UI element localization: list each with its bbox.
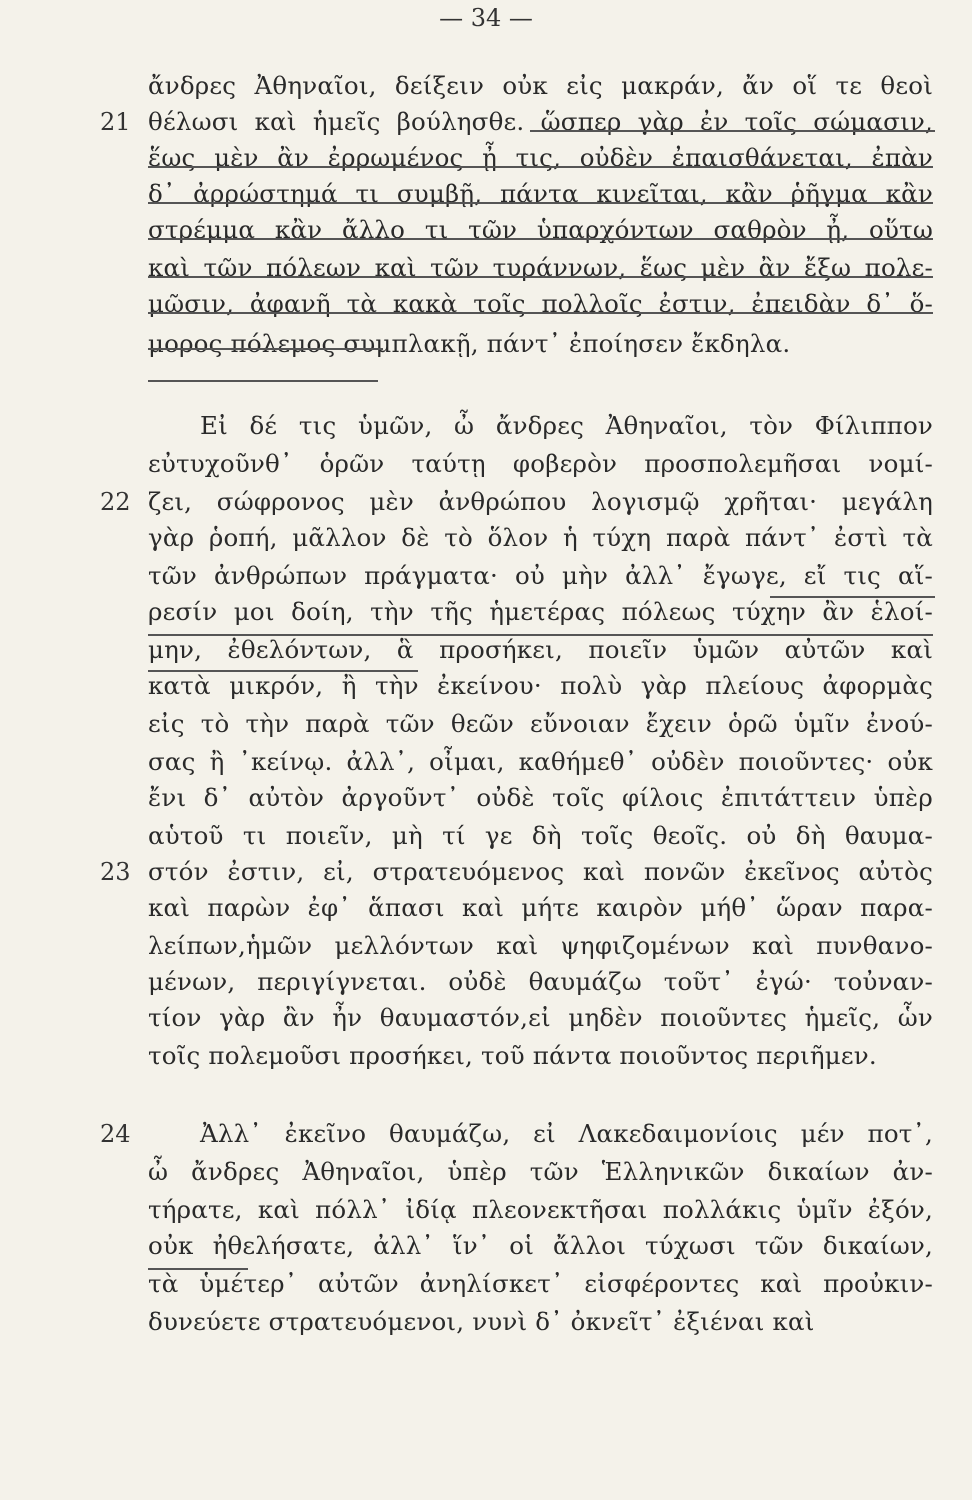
text-line: γὰρ ῥοπή, μᾶλλον δὲ τὸ ὅλον ἡ τύχη παρὰ πάντ᾽ ἐστὶ τὰ (148, 523, 933, 552)
text-line: καὶ παρὼν ἐφ᾽ ἅπασι καὶ μήτε καιρὸν μήθ᾽ ὥραν παρα- (148, 893, 933, 922)
section-number: 23 (100, 858, 131, 886)
pencil-underline (530, 130, 935, 132)
text-line: τοῖς πολεμοῦσι προσήκει, τοῦ πάντα ποιοῦντος περιῆμεν. (148, 1041, 877, 1070)
text-line: καὶ τῶν πόλεων καὶ τῶν τυράννων, ἕως μὲν ἂν ἔξω πολε- (148, 253, 933, 282)
pencil-underline (148, 348, 383, 350)
pencil-underline (770, 596, 935, 598)
text-line: λείπων,ἡμῶν μελλόντων καὶ ψηφιζομένων καὶ πυνθανο- (148, 931, 933, 960)
text-line: μορος πόλεμος συμπλακῇ, πάντ᾽ ἐποίησεν ἔκδηλα. (148, 329, 791, 358)
section-number: 22 (100, 488, 131, 516)
text-line: θέλωσι καὶ ἡμεῖς βούλησθε. ὥσπερ γὰρ ἐν τοῖς σώμασιν, (148, 107, 933, 136)
text-line: ἄνδρες Ἀθηναῖοι, δείξειν οὐκ εἰς μακράν, ἄν οἵ τε θεοὶ (148, 71, 933, 100)
text-line: δ᾽ ἀρρώστημά τι συμβῇ, πάντα κινεῖται, κἂν ῥῆγμα κἂν (148, 179, 933, 208)
section-number: 21 (100, 108, 131, 136)
text-line: στόν ἐστιν, εἰ, στρατευόμενος καὶ πονῶν ἐκεῖνος αὐτὸς (148, 857, 933, 886)
section-number: 24 (100, 1120, 131, 1148)
pencil-underline (148, 1268, 248, 1270)
text-line: ἕως μὲν ἂν ἐρρωμένος ᾖ τις, οὐδὲν ἐπαισθάνεται, ἐπὰν (148, 143, 933, 172)
text-line: τῶν ἀνθρώπων πράγματα· οὐ μὴν ἀλλ᾽ ἔγωγε, εἴ τις αἵ- (148, 561, 933, 590)
text-line: τὰ ὑμέτερ᾽ αὐτῶν ἀνηλίσκετ᾽ εἰσφέροντες καὶ προὐκιν- (148, 1269, 933, 1298)
text-line: μῶσιν, ἀφανῆ τὰ κακὰ τοῖς πολλοῖς ἐστιν, ἐπειδὰν δ᾽ ὅ- (148, 289, 933, 318)
text-line: εἰς τὸ τὴν παρὰ τῶν θεῶν εὔνοιαν ἔχειν ὁρῶ ὑμῖν ἐνού- (148, 709, 933, 738)
text-line: εὐτυχοῦνθ᾽ ὁρῶν ταύτῃ φοβερὸν προσπολεμῆσαι νομί- (148, 449, 933, 478)
pencil-underline (148, 166, 933, 168)
text-line: αὑτοῦ τι ποιεῖν, μὴ τί γε δὴ τοῖς θεοῖς. οὐ δὴ θαυμα- (148, 821, 933, 850)
text-line: ἔνι δ᾽ αὐτὸν ἀργοῦντ᾽ οὐδὲ τοῖς φίλοις ἐπιτάττειν ὑπὲρ (148, 783, 933, 812)
text-line: οὐκ ἠθελήσατε, ἀλλ᾽ ἵν᾽ οἱ ἄλλοι τύχωσι τῶν δικαίων, (148, 1231, 933, 1260)
text-line: δυνεύετε στρατευόμενοι, νυνὶ δ᾽ ὀκνεῖτ᾽ ἐξιέναι καὶ (148, 1307, 815, 1336)
text-line: ζει, σώφρονος μὲν ἀνθρώπου λογισμῷ χρῆται· μεγάλη (148, 487, 933, 516)
text-line: σας ἢ ᾽κείνῳ. ἀλλ᾽, οἶμαι, καθήμεθ᾽ οὐδὲν ποιοῦντες· οὐκ (148, 747, 933, 776)
page-number: — 34 — (439, 4, 533, 32)
text-line: κατὰ μικρόν, ἢ τὴν ἐκείνου· πολὺ γὰρ πλείους ἀφορμὰς (148, 671, 933, 700)
text-line: τήρατε, καὶ πόλλ᾽ ἰδίᾳ πλεονεκτῆσαι πολλάκις ὑμῖν ἐξόν, (148, 1195, 933, 1224)
pencil-underline (148, 670, 418, 672)
text-line: Ἀλλ᾽ ἐκεῖνο θαυμάζω, εἰ Λακεδαιμονίοις μέν ποτ᾽, (200, 1119, 933, 1148)
text-line: στρέμμα κἂν ἄλλο τι τῶν ὑπαρχόντων σαθρὸν ᾖ, οὕτω (148, 215, 933, 244)
text-line: ρεσίν μοι δοίη, τὴν τῆς ἡμετέρας πόλεως τύχην ἂν ἑλοί- (148, 597, 933, 626)
text-line: Εἰ δέ τις ὑμῶν, ὦ ἄνδρες Ἀθηναῖοι, τὸν Φίλιππον (200, 411, 933, 440)
pencil-underline (148, 312, 933, 314)
pencil-underline (148, 238, 933, 240)
text-line: τίον γὰρ ἂν ἦν θαυμαστόν,εἰ μηδὲν ποιοῦντες ἡμεῖς, ὧν (148, 1003, 933, 1032)
text-line: μην, ἐθελόντων, ἃ προσήκει, ποιεῖν ὑμῶν αὐτῶν καὶ (148, 635, 933, 664)
pencil-underline (148, 202, 933, 204)
text-line: μένων, περιγίγνεται. οὐδὲ θαυμάζω τοῦτ᾽ ἐγώ· τοὐναν- (148, 967, 933, 996)
pencil-underline (148, 634, 933, 636)
pencil-underline (148, 380, 378, 382)
text-line: ὦ ἄνδρες Ἀθηναῖοι, ὑπὲρ τῶν Ἑλληνικῶν δικαίων ἀν- (148, 1157, 933, 1186)
pencil-underline (148, 276, 933, 278)
